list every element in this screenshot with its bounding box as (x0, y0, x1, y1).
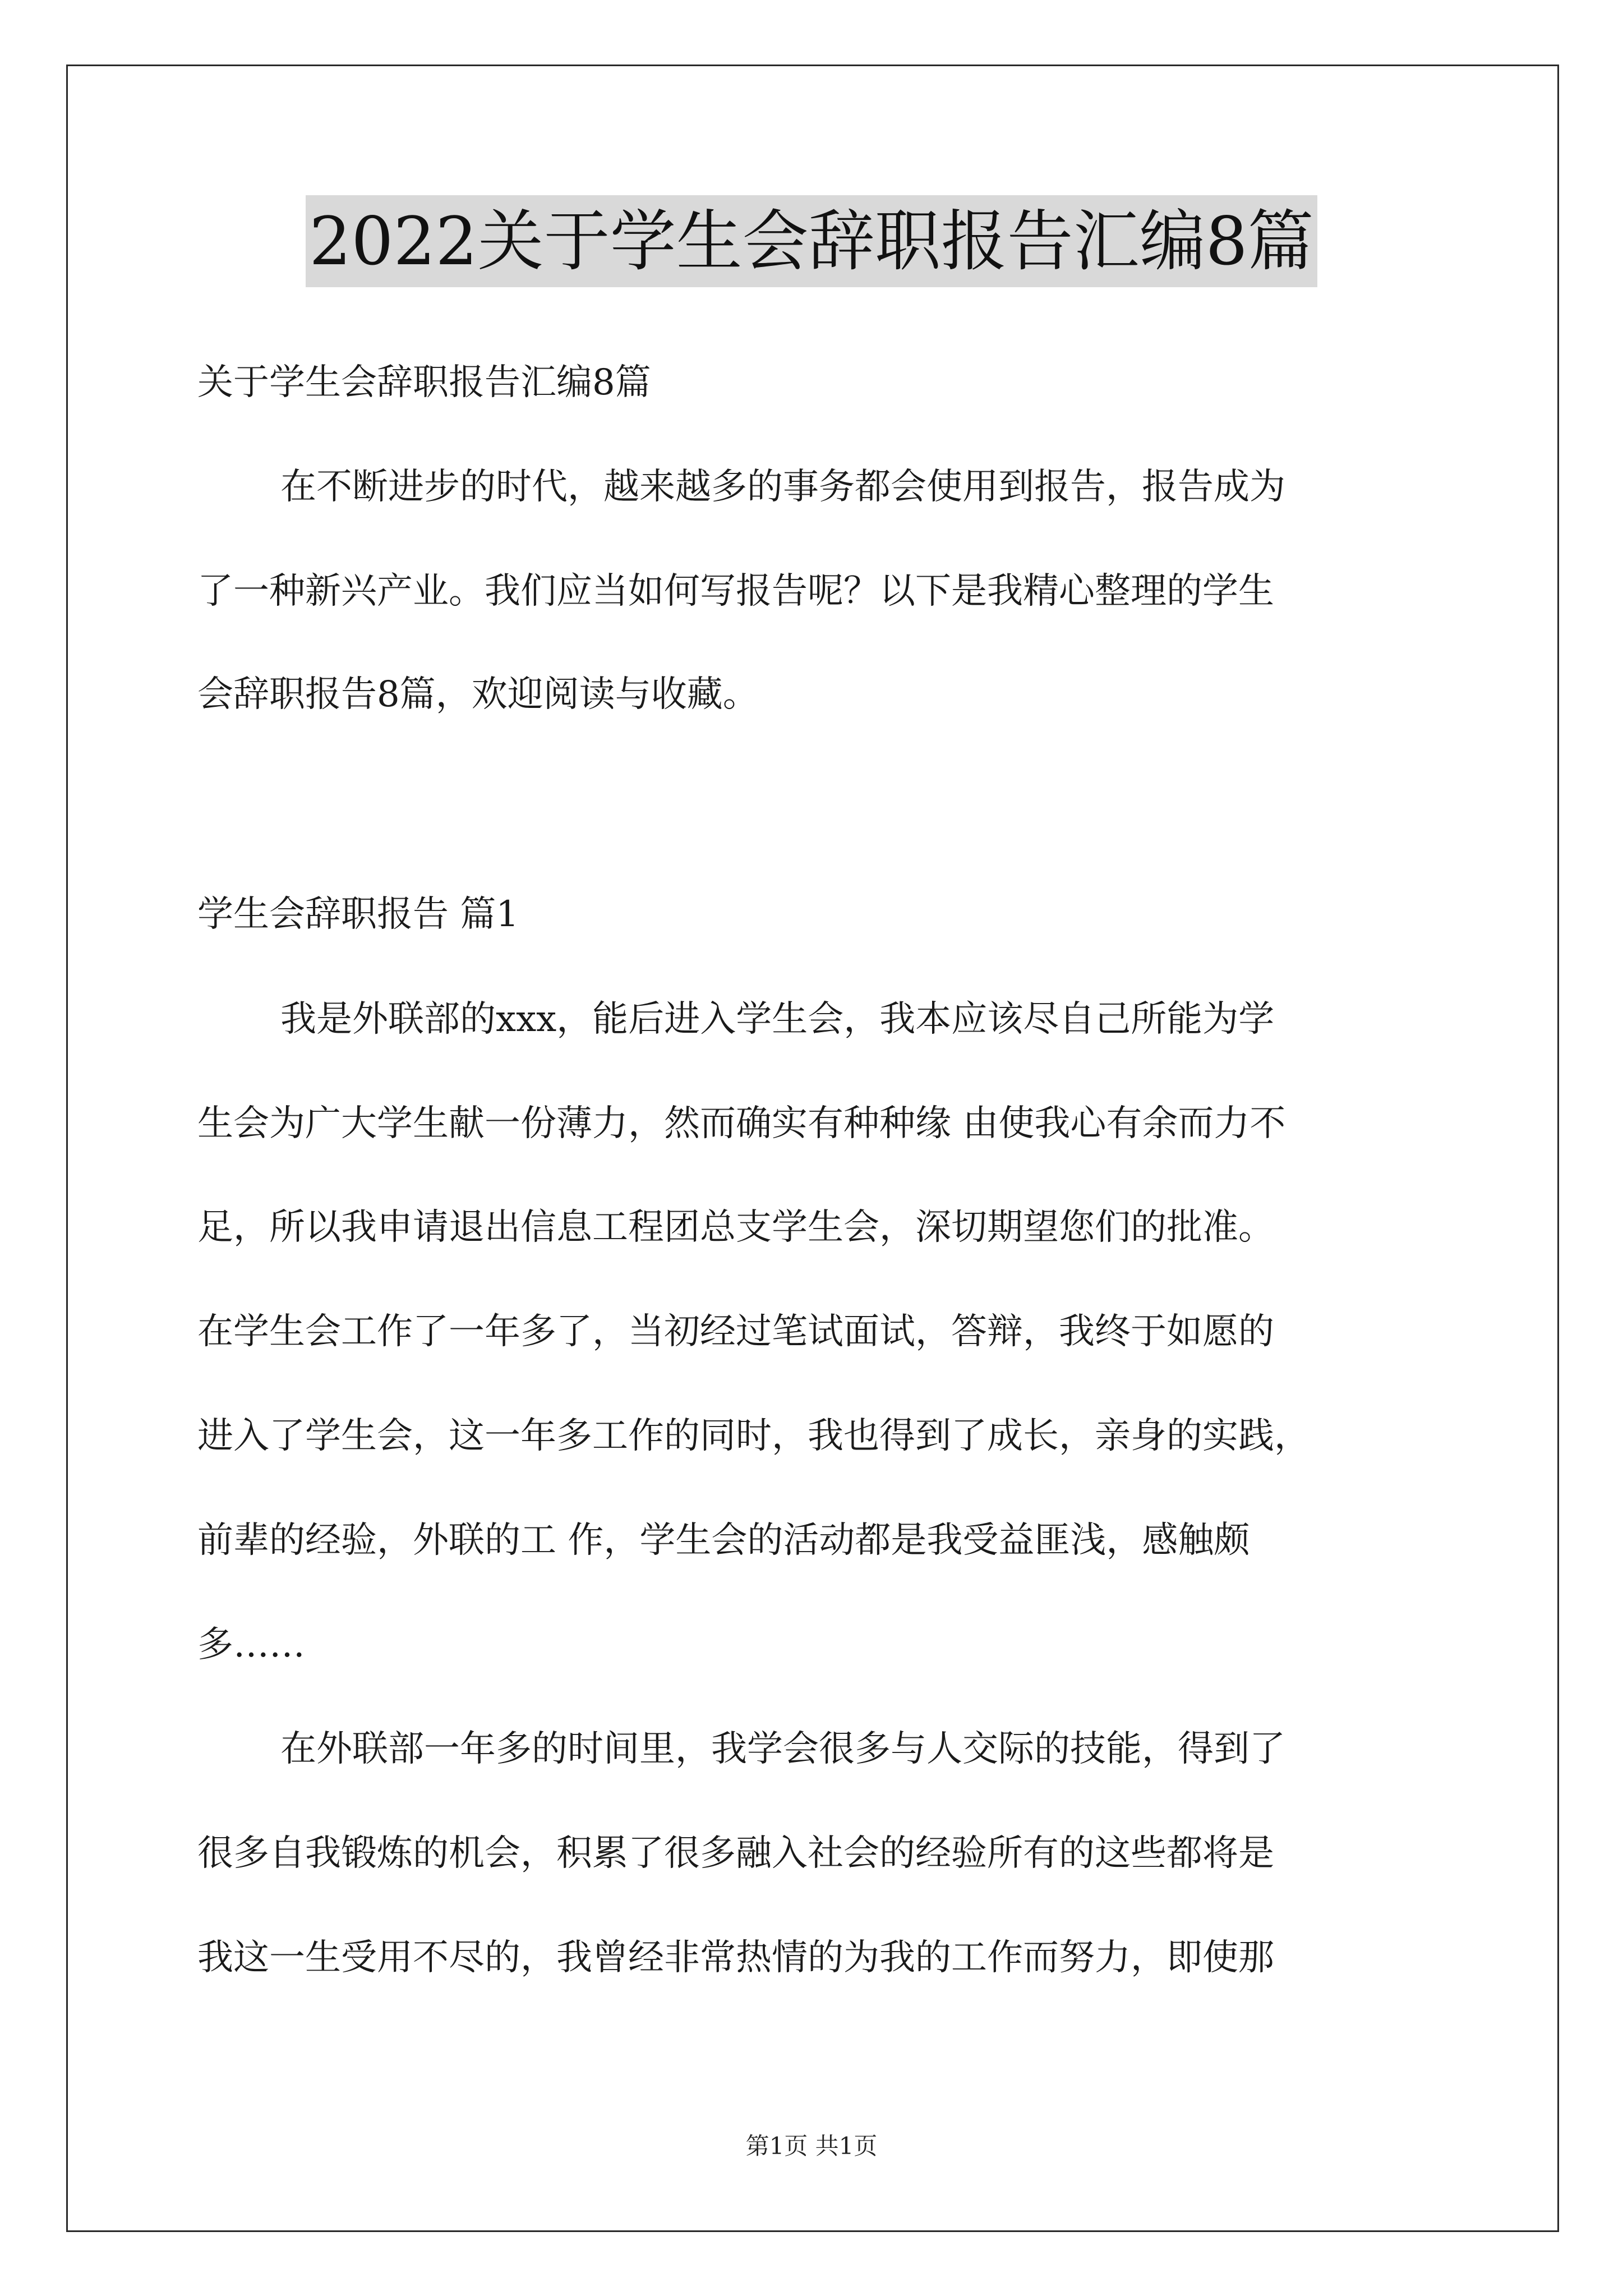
body-line: 我是外联部的xxx，能后进入学生会，我本应该尽自己所能为学 (280, 999, 1275, 1040)
intro-line: 会辞职报告8篇，欢迎阅读与收藏。 (197, 674, 759, 715)
intro-line: 在不断进步的时代，越来越多的事务都会使用到报告，报告成为 (280, 466, 1285, 508)
body-line: 很多自我锻炼的机会，积累了很多融入社会的经验所有的这些都将是 (197, 1833, 1274, 1874)
body-line: 进入了学生会，这一年多工作的同时，我也得到了成长，亲身的实践， (197, 1415, 1310, 1457)
section-heading: 学生会辞职报告 篇1 (197, 894, 519, 935)
body-line: 多…… (197, 1624, 305, 1665)
body-line: 在外联部一年多的时间里，我学会很多与人交际的技能，得到了 (280, 1728, 1285, 1770)
page-footer (0, 2129, 1623, 2163)
body-line: 我这一生受用不尽的，我曾经非常热情的为我的工作而努力，即使那 (197, 1937, 1274, 1978)
page-number: 第1页 共1页 (745, 2132, 878, 2160)
body-line: 生会为广大学生献一份薄力，然而确实有种种缘 由使我心有余而力不 (197, 1103, 1286, 1144)
body-line: 前辈的经验，外联的工 作，学生会的活动都是我受益匪浅，感触颇 (197, 1520, 1250, 1561)
title-container (0, 195, 1623, 287)
body-line: 足，所以我申请退出信息工程团总支学生会，深切期望您们的批准。 (197, 1207, 1274, 1248)
intro-line: 了一种新兴产业。我们应当如何写报告呢？以下是我精心整理的学生 (197, 570, 1274, 612)
document-title: 2022关于学生会辞职报告汇编8篇 (306, 195, 1317, 287)
document-subtitle: 关于学生会辞职报告汇编8篇 (197, 362, 651, 403)
body-line: 在学生会工作了一年多了，当初经过笔试面试，答辩，我终于如愿的 (197, 1311, 1274, 1352)
